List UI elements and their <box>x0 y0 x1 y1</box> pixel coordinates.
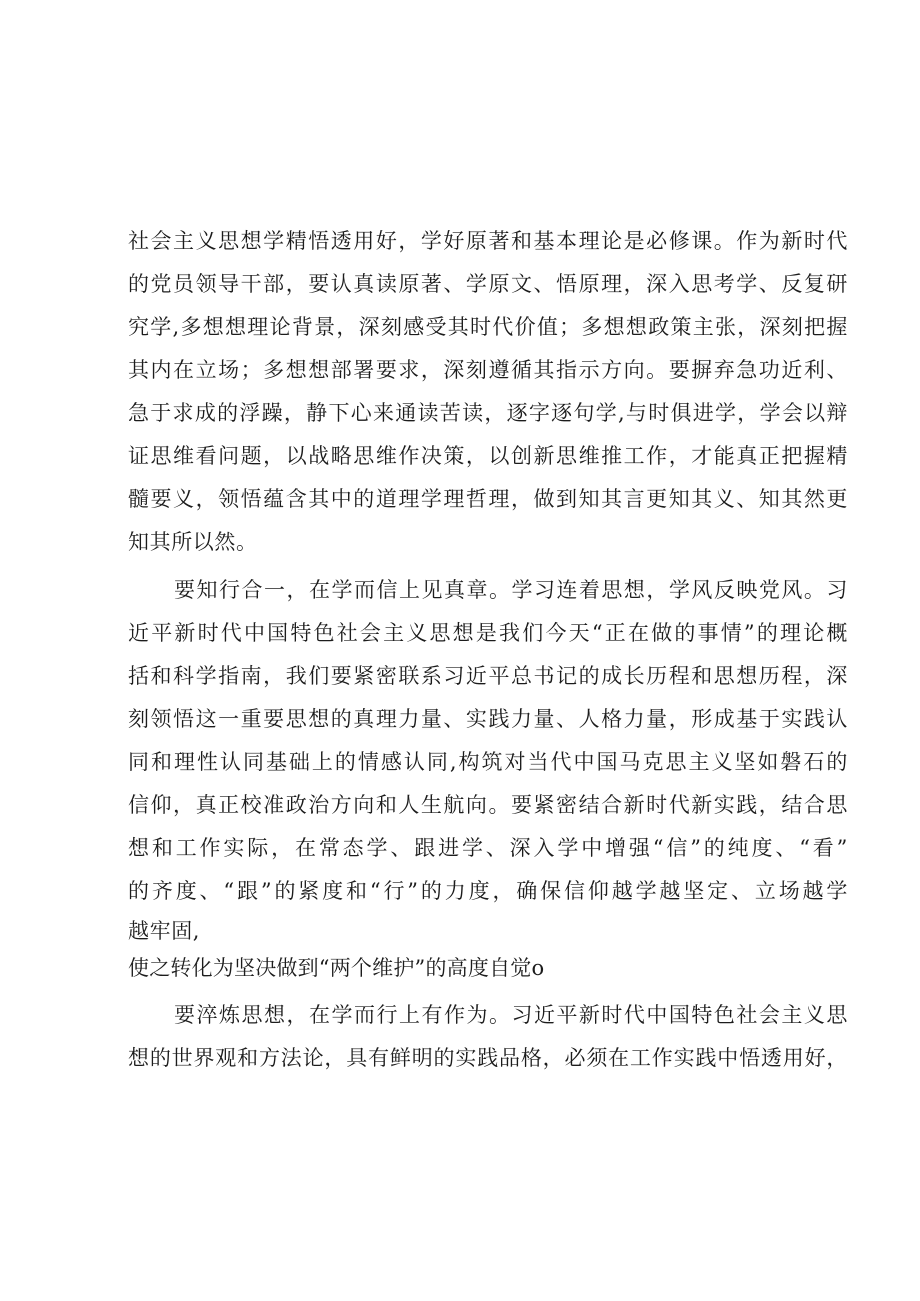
paragraph-2-line-1: 要知行合一，在学而信上见真章。学习连着思想，学风反映党风。习 <box>174 578 848 602</box>
paragraph-1-line-7: 髓要义，领悟蕴含其中的道理学理哲理，做到知其言更知其义、知其然更 <box>128 487 848 511</box>
paragraph-2-line-7: 想和工作实际，在常态学、跟进学、深入学中增强“信”的纯度、“看” <box>128 836 848 860</box>
paragraph-2-line-10: 使之转化为坚决做到“两个维护”的高度自觉o <box>128 956 545 980</box>
paragraph-3-line-1: 要淬炼思想，在学而行上有作为。习近平新时代中国特色社会主义思 <box>174 1003 848 1027</box>
paragraph-2-line-3: 括和科学指南，我们要紧密联系习近平总书记的成长历程和思想历程，深 <box>128 664 848 688</box>
paragraph-2-line-4: 刻领悟这一重要思想的真理力量、实践力量、人格力量，形成基于实践认 <box>128 707 848 731</box>
paragraph-1-line-8: 知其所以然。 <box>128 530 258 554</box>
paragraph-2-line-2: 近平新时代中国特色社会主义思想是我们今天“正在做的事情”的理论概 <box>128 621 848 645</box>
paragraph-2-line-6: 信仰，真正校准政治方向和人生航向。要紧密结合新时代新实践，结合思 <box>128 793 848 817</box>
paragraph-1-line-4: 其内在立场；多想想部署要求，深刻遵循其指示方向。要摒弃急功近利、 <box>128 358 848 382</box>
paragraph-3-line-2: 想的世界观和方法论，具有鲜明的实践品格，必须在工作实践中悟透用好， <box>128 1046 848 1070</box>
paragraph-1-line-2: 的党员领导干部，要认真读原著、学原文、悟原理，深入思考学、反复研 <box>128 272 848 296</box>
paragraph-2-line-5: 同和理性认同基础上的情感认同,构筑对当代中国马克思主义坚如磐石的 <box>128 750 848 774</box>
paragraph-2-line-8: 的齐度、“跟”的紧度和“行”的力度，确保信仰越学越坚定、立场越学 <box>128 879 848 903</box>
paragraph-2-line-9: 越牢固, <box>128 919 201 943</box>
paragraph-1-line-6: 证思维看问题，以战略思维作决策，以创新思维推工作，才能真正把握精 <box>128 444 848 468</box>
paragraph-1-line-5: 急于求成的浮躁，静下心来通读苦读，逐字逐句学,与时俱进学，学会以辩 <box>128 401 848 425</box>
paragraph-1-line-1: 社会主义思想学精悟透用好，学好原著和基本理论是必修课。作为新时代 <box>128 229 848 253</box>
paragraph-1-line-3: 究学,多想想理论背景，深刻感受其时代价值；多想想政策主张，深刻把握 <box>128 315 848 339</box>
